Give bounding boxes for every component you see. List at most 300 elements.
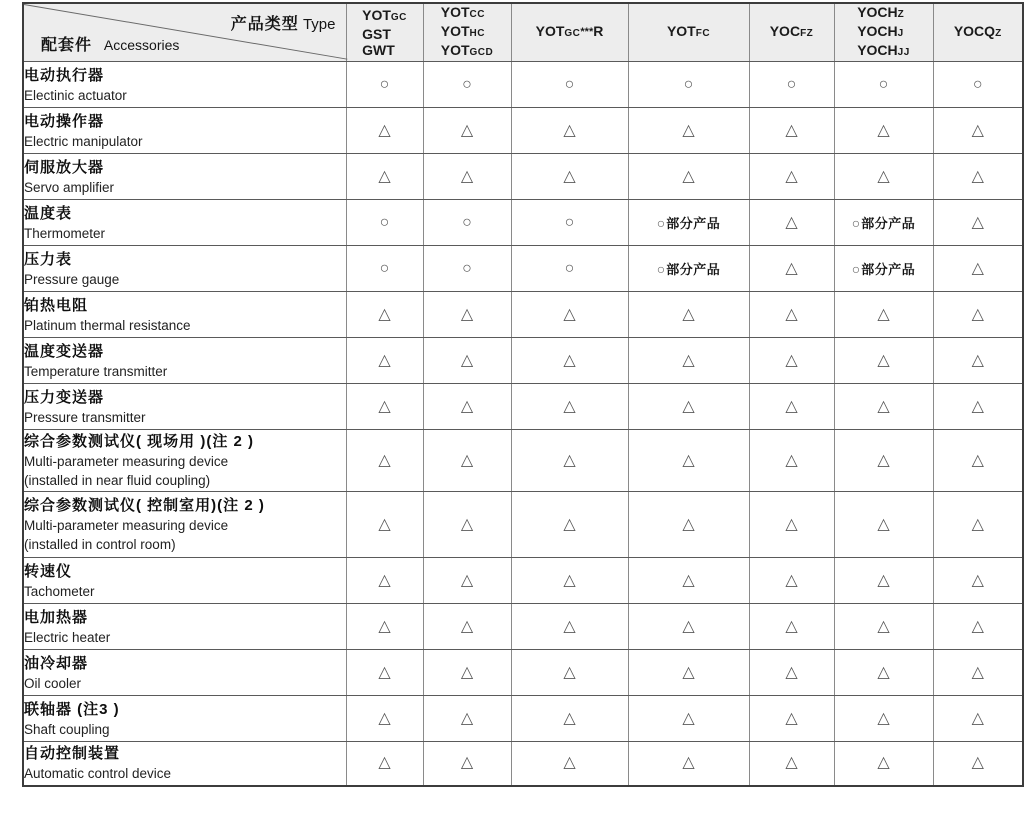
- accessory-name-en: Pressure transmitter: [24, 409, 146, 425]
- triangle-symbol: △: [877, 121, 890, 139]
- accessories-en-label: Accessories: [103, 37, 180, 53]
- triangle-symbol: △: [378, 663, 391, 681]
- model-name: YOCH: [857, 4, 898, 20]
- availability-cell: [346, 558, 423, 604]
- column-header-yotfc: [628, 3, 749, 62]
- availability-cell: [834, 604, 933, 650]
- triangle-symbol: △: [563, 305, 576, 323]
- model-suffix: Z: [995, 28, 1002, 39]
- availability-cell: [933, 154, 1023, 200]
- triangle-symbol: △: [378, 617, 391, 635]
- model-name: YOT: [535, 23, 565, 39]
- triangle-symbol: △: [563, 397, 576, 415]
- availability-cell: [933, 604, 1023, 650]
- triangle-symbol: △: [971, 121, 984, 139]
- accessories-table: [22, 2, 1024, 787]
- availability-cell: [511, 742, 628, 786]
- availability-cell: [628, 604, 749, 650]
- availability-cell: [749, 200, 834, 246]
- triangle-symbol: △: [971, 351, 984, 369]
- availability-cell: [511, 200, 628, 246]
- accessory-name-zh: 油冷却器: [24, 654, 89, 672]
- accessories-header: [41, 32, 179, 55]
- corner-cell: [23, 3, 346, 62]
- availability-cell: [511, 338, 628, 384]
- triangle-symbol: △: [877, 515, 890, 533]
- availability-cell: [511, 62, 628, 108]
- table-row: [23, 246, 1023, 292]
- triangle-symbol: △: [877, 617, 890, 635]
- table-row: [23, 62, 1023, 108]
- availability-cell: [628, 338, 749, 384]
- triangle-symbol: △: [682, 451, 695, 469]
- triangle-symbol: △: [971, 617, 984, 635]
- table-row: [23, 492, 1023, 558]
- triangle-symbol: △: [460, 663, 474, 681]
- availability-cell: [834, 430, 933, 492]
- accessory-label-cell: [23, 246, 346, 292]
- accessory-name-en: Multi-parameter measuring device: [24, 454, 229, 469]
- availability-cell: [933, 338, 1023, 384]
- availability-cell: [749, 246, 834, 292]
- model-suffix: GC: [564, 28, 581, 39]
- triangle-symbol: △: [682, 305, 695, 323]
- accessory-name-en: Servo amplifier: [24, 179, 115, 195]
- accessory-label-cell: [23, 742, 346, 786]
- triangle-symbol: △: [971, 663, 984, 681]
- triangle-symbol: △: [971, 451, 984, 469]
- availability-cell: [628, 696, 749, 742]
- table-row: [23, 650, 1023, 696]
- availability-cell: [628, 108, 749, 154]
- model-suffix: GCD: [469, 47, 494, 58]
- availability-cell: [749, 338, 834, 384]
- model-name: GWT: [362, 42, 395, 58]
- triangle-symbol: △: [785, 451, 798, 469]
- availability-cell: [749, 108, 834, 154]
- triangle-symbol: △: [971, 709, 984, 727]
- accessory-name-en: Multi-parameter measuring device: [24, 518, 229, 533]
- availability-cell: [346, 430, 423, 492]
- triangle-symbol: △: [378, 121, 391, 139]
- availability-cell: [511, 384, 628, 430]
- availability-cell: [628, 384, 749, 430]
- triangle-symbol: △: [877, 397, 890, 415]
- accessory-name-en: Temperature transmitter: [24, 363, 168, 379]
- triangle-symbol: △: [460, 754, 474, 772]
- availability-cell: [749, 650, 834, 696]
- accessory-name-en: Shaft coupling: [24, 721, 110, 737]
- availability-cell: [511, 604, 628, 650]
- accessory-name-zh: 综合参数测试仪( 控制室用)(注 2 ): [24, 497, 265, 514]
- triangle-symbol: △: [682, 515, 695, 533]
- accessory-name-zh: 综合参数测试仪( 现场用 )(注 2 ): [24, 433, 254, 450]
- triangle-symbol: △: [460, 121, 474, 139]
- availability-cell: [511, 696, 628, 742]
- circle-symbol: ○: [462, 75, 472, 93]
- accessory-label-cell: [23, 696, 346, 742]
- product-type-header: [231, 11, 336, 34]
- circle-symbol: ○: [851, 260, 861, 277]
- accessory-label-cell: [23, 604, 346, 650]
- availability-cell: [749, 696, 834, 742]
- circle-symbol: ○: [656, 214, 666, 231]
- circle-symbol: ○: [656, 260, 666, 277]
- triangle-symbol: △: [785, 709, 798, 727]
- accessory-name-zh: 电加热器: [24, 608, 89, 626]
- availability-cell: [346, 292, 423, 338]
- circle-symbol: ○: [379, 75, 390, 93]
- availability-cell: [423, 200, 511, 246]
- column-header-yocqz: [933, 3, 1023, 62]
- accessory-label-cell: [23, 108, 346, 154]
- table-row: [23, 108, 1023, 154]
- triangle-symbol: △: [971, 515, 984, 533]
- triangle-symbol: △: [460, 571, 474, 589]
- availability-cell: [933, 558, 1023, 604]
- availability-cell: [423, 604, 511, 650]
- column-header-yotgc-star-r: [511, 3, 628, 62]
- accessory-label-cell: [23, 62, 346, 108]
- availability-cell: [749, 154, 834, 200]
- availability-cell: [423, 384, 511, 430]
- table-row: [23, 154, 1023, 200]
- availability-cell: [628, 292, 749, 338]
- column-header-yotgc-gst-gwt: [346, 3, 423, 62]
- availability-cell: [834, 492, 933, 558]
- accessory-name-en: Electric heater: [24, 629, 111, 645]
- triangle-symbol: △: [682, 754, 695, 772]
- triangle-symbol: △: [785, 571, 798, 589]
- accessory-name-zh: 压力表: [24, 250, 73, 268]
- availability-cell: [346, 108, 423, 154]
- accessories-zh-label: 配套件: [41, 37, 93, 54]
- partial-product-label: 部分产品: [861, 261, 916, 277]
- availability-cell: [423, 696, 511, 742]
- availability-cell: [749, 742, 834, 786]
- triangle-symbol: △: [460, 351, 474, 369]
- availability-cell: [834, 650, 933, 696]
- triangle-symbol: △: [971, 305, 984, 323]
- triangle-symbol: △: [877, 167, 890, 185]
- availability-cell: [346, 604, 423, 650]
- accessory-label-cell: [23, 338, 346, 384]
- model-name: YOT: [666, 23, 696, 39]
- circle-symbol: ○: [564, 259, 575, 277]
- partial-product-label: 部分产品: [666, 215, 721, 231]
- availability-cell: [933, 108, 1023, 154]
- accessory-name-zh: 伺服放大器: [24, 158, 105, 176]
- availability-cell: [834, 154, 933, 200]
- triangle-symbol: △: [563, 709, 576, 727]
- circle-symbol: ○: [462, 259, 472, 277]
- accessory-name-zh: 压力变送器: [24, 388, 105, 406]
- availability-cell: [346, 650, 423, 696]
- availability-cell: [628, 200, 749, 246]
- header-row: [23, 3, 1023, 62]
- availability-cell: [423, 62, 511, 108]
- triangle-symbol: △: [378, 305, 391, 323]
- partial-product-label: 部分产品: [861, 215, 916, 231]
- triangle-symbol: △: [563, 617, 576, 635]
- triangle-symbol: △: [378, 451, 391, 469]
- model-name: YOCQ: [953, 23, 996, 39]
- table-row: [23, 292, 1023, 338]
- accessory-name-en: Tachometer: [24, 583, 95, 599]
- availability-cell: [511, 108, 628, 154]
- availability-cell: [346, 62, 423, 108]
- triangle-symbol: △: [682, 397, 695, 415]
- accessory-name-en: Oil cooler: [24, 675, 82, 691]
- triangle-symbol: △: [785, 617, 798, 635]
- availability-cell: [749, 430, 834, 492]
- triangle-symbol: △: [971, 571, 984, 589]
- triangle-symbol: △: [460, 167, 474, 185]
- triangle-symbol: △: [877, 351, 890, 369]
- model-suffix: JJ: [897, 47, 910, 58]
- triangle-symbol: △: [460, 451, 474, 469]
- table-row: [23, 430, 1023, 492]
- availability-cell: [511, 292, 628, 338]
- triangle-symbol: △: [971, 259, 984, 277]
- triangle-symbol: △: [460, 617, 474, 635]
- accessory-name-en: (installed in control room): [24, 537, 176, 552]
- triangle-symbol: △: [877, 754, 890, 772]
- accessory-name-zh: 温度变送器: [24, 342, 105, 360]
- triangle-symbol: △: [378, 351, 391, 369]
- model-name: YOC: [769, 23, 801, 39]
- availability-cell: [834, 246, 933, 292]
- model-name: YOCH: [857, 23, 898, 39]
- availability-cell: [423, 430, 511, 492]
- table-body: [23, 62, 1023, 786]
- accessory-name-zh: 电动执行器: [24, 66, 105, 84]
- circle-symbol: ○: [462, 213, 472, 231]
- triangle-symbol: △: [563, 754, 576, 772]
- circle-symbol: ○: [379, 213, 390, 231]
- availability-cell: [628, 650, 749, 696]
- triangle-symbol: △: [877, 663, 890, 681]
- model-suffix: ***: [580, 26, 594, 38]
- availability-cell: [933, 246, 1023, 292]
- triangle-symbol: △: [682, 709, 695, 727]
- availability-cell: [346, 742, 423, 786]
- availability-cell: [511, 492, 628, 558]
- availability-cell: [933, 62, 1023, 108]
- triangle-symbol: △: [682, 571, 695, 589]
- table-row: [23, 200, 1023, 246]
- availability-cell: [749, 558, 834, 604]
- availability-cell: [933, 430, 1023, 492]
- availability-cell: [749, 62, 834, 108]
- accessories-compatibility-table: [22, 2, 1022, 787]
- triangle-symbol: △: [785, 397, 798, 415]
- availability-cell: [749, 492, 834, 558]
- product-type-zh-label: 产品类型: [230, 16, 299, 33]
- accessory-name-en: Thermometer: [24, 225, 106, 241]
- circle-symbol: ○: [683, 75, 694, 93]
- model-suffix: FZ: [800, 28, 814, 39]
- triangle-symbol: △: [563, 571, 576, 589]
- product-type-en-label: Type: [302, 16, 336, 33]
- column-header-yocfz: [749, 3, 834, 62]
- availability-cell: [423, 742, 511, 786]
- accessory-label-cell: [23, 154, 346, 200]
- model-suffix: J: [897, 28, 904, 39]
- triangle-symbol: △: [971, 167, 984, 185]
- circle-symbol: ○: [878, 75, 889, 93]
- availability-cell: [511, 430, 628, 492]
- accessory-name-en: Automatic control device: [24, 766, 172, 782]
- triangle-symbol: △: [460, 515, 474, 533]
- accessory-name-en: Pressure gauge: [24, 271, 120, 287]
- triangle-symbol: △: [877, 709, 890, 727]
- availability-cell: [834, 338, 933, 384]
- model-name: YOT: [362, 7, 391, 23]
- model-suffix: FC: [695, 28, 711, 39]
- triangle-symbol: △: [877, 451, 890, 469]
- availability-cell: [628, 246, 749, 292]
- accessory-name-en: Platinum thermal resistance: [24, 317, 191, 333]
- availability-cell: [933, 492, 1023, 558]
- accessory-name-zh: 温度表: [24, 204, 73, 222]
- triangle-symbol: △: [785, 259, 798, 277]
- model-suffix: Z: [897, 9, 905, 20]
- availability-cell: [346, 338, 423, 384]
- availability-cell: [628, 558, 749, 604]
- availability-cell: [423, 492, 511, 558]
- triangle-symbol: △: [971, 397, 984, 415]
- column-header-yotcc-yothc-yotgcd: [423, 3, 511, 62]
- model-suffix: HC: [469, 28, 485, 39]
- triangle-symbol: △: [877, 305, 890, 323]
- triangle-symbol: △: [785, 305, 798, 323]
- availability-cell: [423, 246, 511, 292]
- triangle-symbol: △: [971, 754, 984, 772]
- availability-cell: [834, 62, 933, 108]
- accessory-label-cell: [23, 200, 346, 246]
- availability-cell: [628, 62, 749, 108]
- availability-cell: [834, 558, 933, 604]
- accessory-label-cell: [23, 558, 346, 604]
- availability-cell: [423, 292, 511, 338]
- model-name: YOT: [440, 23, 470, 39]
- availability-cell: [749, 604, 834, 650]
- availability-cell: [749, 292, 834, 338]
- availability-cell: [628, 154, 749, 200]
- circle-symbol: ○: [564, 213, 575, 231]
- triangle-symbol: △: [563, 167, 576, 185]
- triangle-symbol: △: [563, 121, 576, 139]
- availability-cell: [346, 492, 423, 558]
- column-header-yochz-yochj-yochjj: [834, 3, 933, 62]
- triangle-symbol: △: [785, 213, 798, 231]
- availability-cell: [628, 492, 749, 558]
- availability-cell: [628, 430, 749, 492]
- model-name: R: [593, 23, 604, 39]
- accessory-name-zh: 铂热电阻: [24, 296, 89, 314]
- table-row: [23, 742, 1023, 786]
- availability-cell: [933, 292, 1023, 338]
- availability-cell: [834, 108, 933, 154]
- triangle-symbol: △: [563, 663, 576, 681]
- availability-cell: [511, 246, 628, 292]
- availability-cell: [423, 650, 511, 696]
- table-row: [23, 604, 1023, 650]
- partial-product-label: 部分产品: [666, 261, 721, 277]
- accessory-name-zh: 电动操作器: [24, 112, 105, 130]
- availability-cell: [834, 292, 933, 338]
- triangle-symbol: △: [785, 515, 798, 533]
- triangle-symbol: △: [378, 709, 391, 727]
- triangle-symbol: △: [378, 571, 391, 589]
- triangle-symbol: △: [682, 167, 695, 185]
- model-suffix: CC: [469, 9, 485, 20]
- triangle-symbol: △: [785, 167, 798, 185]
- availability-cell: [511, 154, 628, 200]
- availability-cell: [423, 558, 511, 604]
- availability-cell: [346, 246, 423, 292]
- table-row: [23, 338, 1023, 384]
- availability-cell: [346, 154, 423, 200]
- table-row: [23, 558, 1023, 604]
- availability-cell: [834, 696, 933, 742]
- availability-cell: [511, 650, 628, 696]
- triangle-symbol: △: [378, 397, 391, 415]
- accessory-label-cell: [23, 650, 346, 696]
- table-row: [23, 696, 1023, 742]
- triangle-symbol: △: [460, 709, 474, 727]
- availability-cell: [346, 384, 423, 430]
- availability-cell: [834, 200, 933, 246]
- model-name: YOCH: [857, 42, 898, 58]
- accessory-name-en: Electinic actuator: [24, 87, 127, 103]
- model-name: YOT: [440, 42, 470, 58]
- circle-symbol: ○: [379, 259, 390, 277]
- model-name: GST: [362, 26, 391, 42]
- triangle-symbol: △: [682, 121, 695, 139]
- availability-cell: [933, 650, 1023, 696]
- triangle-symbol: △: [563, 451, 576, 469]
- model-name: YOT: [440, 4, 470, 20]
- accessory-name-en: (installed in near fluid coupling): [24, 473, 211, 488]
- accessory-name-en: Electric manipulator: [24, 133, 143, 149]
- triangle-symbol: △: [378, 167, 391, 185]
- accessory-name-zh: 自动控制装置: [24, 745, 121, 763]
- availability-cell: [933, 696, 1023, 742]
- triangle-symbol: △: [682, 663, 695, 681]
- availability-cell: [834, 742, 933, 786]
- triangle-symbol: △: [378, 515, 391, 533]
- availability-cell: [511, 558, 628, 604]
- triangle-symbol: △: [785, 754, 798, 772]
- accessory-label-cell: [23, 384, 346, 430]
- circle-symbol: ○: [564, 75, 575, 93]
- triangle-symbol: △: [563, 515, 576, 533]
- triangle-symbol: △: [682, 351, 695, 369]
- triangle-symbol: △: [877, 571, 890, 589]
- circle-symbol: ○: [972, 75, 983, 93]
- triangle-symbol: △: [785, 351, 798, 369]
- triangle-symbol: △: [378, 754, 391, 772]
- availability-cell: [346, 696, 423, 742]
- accessory-name-zh: 转速仪: [24, 562, 73, 580]
- availability-cell: [423, 154, 511, 200]
- table-row: [23, 384, 1023, 430]
- accessory-label-cell: [23, 492, 346, 558]
- availability-cell: [933, 384, 1023, 430]
- availability-cell: [628, 742, 749, 786]
